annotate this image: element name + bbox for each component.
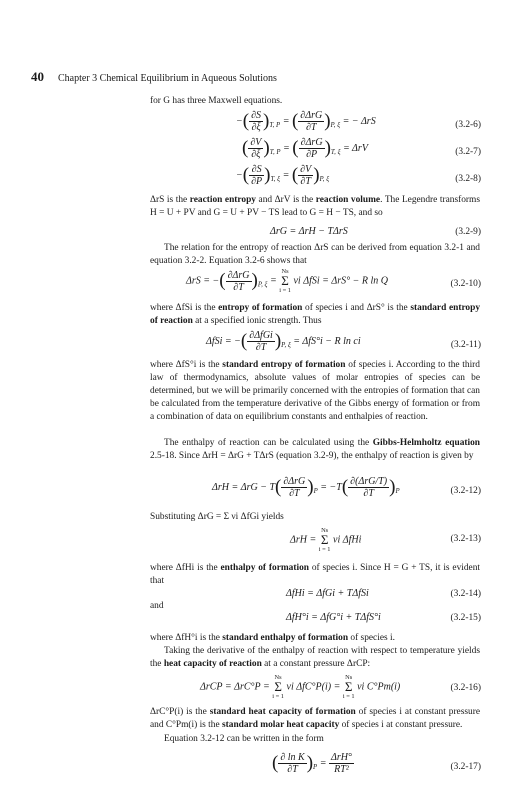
eq6-sub-left: T, P [269, 121, 281, 129]
equation-number-3-2-17: (3.2-17) [450, 762, 481, 772]
eq8-num-left: ∂S [251, 164, 262, 175]
paragraph-and: and [150, 601, 164, 611]
eq13-rhs: νi ΔfHi [333, 534, 362, 546]
eq17-rhs-den: RT² [329, 763, 354, 775]
eq11-rhs: = ΔfS°i − R ln ci [293, 335, 361, 347]
eq13-summation: Ns Σ i = 1 [318, 527, 331, 553]
eq7-sub-left: T, P [269, 148, 281, 156]
paragraph-heat-capacity: Taking the derivative of the enthalpy of reaction with respect to temperature yields the heat capacity of reaction at a constant pressure ΔrCP: [150, 646, 480, 670]
term-reaction-entropy: reaction entropy [189, 195, 256, 205]
eq8-num-right: ∂V [300, 164, 312, 175]
eq8-sub-right: P, ξ [319, 175, 330, 183]
term-enthalpy-of-formation: enthalpy of formation [220, 563, 309, 573]
eq8-sub-left: T, ξ [270, 175, 281, 183]
equation-number-3-2-7: (3.2-7) [455, 147, 481, 157]
equation-3-2-14: ΔfHi = ΔfGi + TΔfSi [286, 588, 369, 599]
eq10-sub: P, ξ [257, 281, 268, 289]
paragraph-entropy-relation: The relation for the entropy of reaction ΔrS can be derived from equation 3.2-1 and equation 3.2-2. Equation 3.2-6 shows that [150, 243, 480, 267]
eq11-sub: P, ξ [281, 341, 291, 349]
equation-3-2-13 [290, 527, 361, 553]
term-gibbs-helmholtz-equation: Gibbs-Helmholtz equation [372, 438, 481, 448]
equation-3-2-17: ( $\frac{\text{∂ ln K}}{\partial T}$ )$_P$ = $\frac{\text{ΔrH°}}{\text{RT²}}$ [272, 752, 352, 775]
equation-number-3-2-12: (3.2-12) [450, 486, 481, 496]
equation-3-2-15: ΔfH°i = ΔfG°i + TΔfS°i [286, 612, 381, 623]
term-standard-molar-heat-capacity: standard molar heat capacity [221, 720, 340, 731]
paragraph-enthalpy-formation: where ΔfHi is the enthalpy of formation of species i. Since H = G + TS, it is evident that [150, 563, 481, 587]
eq10-num: ∂ΔrG [227, 269, 250, 281]
eq11-den: ∂T [247, 341, 275, 353]
eq16-summation-1: Ns Σ i = 1 [272, 674, 284, 700]
eq17-rhs-num: ΔrH° [330, 752, 352, 763]
eq7-num-right: ∂ΔrG [300, 137, 323, 148]
eq8-den-right: ∂T [298, 175, 313, 187]
equation-number-3-2-8: (3.2-8) [455, 174, 481, 184]
term-heat-capacity-of-reaction: heat capacity of reaction [163, 659, 262, 670]
term-standard-entropy-of-formation: standard entropy of formation [222, 360, 346, 370]
equation-3-2-16 [200, 674, 400, 700]
eq6-rhs: = − ΔrS [342, 115, 376, 127]
eq12-mid: = −T [320, 481, 342, 493]
term-standard-heat-capacity-of-formation: standard heat capacity of formation [209, 707, 356, 717]
eq7-den-left: ∂ξ [248, 148, 263, 160]
eq16-rhs: νi C°Pm(i) [357, 681, 401, 693]
eq8-den-left: ∂P [251, 176, 263, 187]
equation-3-2-6: −( $\frac{\partial S}{\partial\xi}$ )$_{T, P}$ = ( $\frac{\text{∂ΔrG}}{\partial T}$ )$_{P, \xi}$ = − ΔrS [236, 110, 376, 133]
eq12-num: ∂ΔrG [283, 476, 306, 487]
paragraph-standard-entropy-formation: where ΔfS°i is the standard entropy of formation of species i. According to the third law of thermodynamics, absolute values of molar entropies of species can be determined, but we will be primarily concerned with the entropies of formation that can be calculated from the temperature derivative of the Gibbs energy of formation or from a combination of data on equilibrium constants and enthalpies of reaction. [150, 360, 480, 423]
equation-3-2-11: ΔfSi = −( $\frac{\text{∂ΔfGi}}{\partial T}$ )$_{P, \xi} = \Delta fS^\circ i - R$ ln ci [206, 330, 361, 353]
paragraph-standard-enthalpy-formation: where ΔfH°i is the standard enthalpy of formation of species i. [150, 633, 395, 643]
paragraph-reaction-entropy: ΔrS is the reaction entropy and ΔrV is the reaction volume. The Legendre transforms H = U + PV and G = U + PV − TS lead to G = H − TS, and so [150, 195, 480, 219]
eq6-sub-right: P, ξ [330, 121, 341, 129]
term-standard-enthalpy-of-formation: standard enthalpy of formation [222, 633, 349, 643]
page-header [31, 68, 277, 86]
eq10-lhs: ΔrS = − [186, 275, 220, 287]
equation-number-3-2-14: (3.2-14) [450, 589, 481, 599]
running-title: Chapter 3 Chemical Equilibrium in Aqueous Solutions [58, 73, 277, 84]
paragraph-maxwell-intro: for G has three Maxwell equations. [150, 96, 283, 106]
eq12-num2: ∂(ΔrG/T) [350, 476, 388, 487]
eq16-mid: νi ΔfC°P(i) = [286, 681, 341, 693]
eq11-num: ∂ΔfGi [249, 330, 273, 341]
eq6-den-right: ∂T [298, 121, 324, 133]
equation-number-3-2-13: (3.2-13) [450, 534, 481, 544]
eq12-den: ∂T [281, 487, 307, 499]
equation-3-2-7: ( $\frac{\partial V}{\partial\xi}$ )$_{T, P}$ = ( $\frac{\text{∂ΔrG}}{\partial P}$ )$_{T, \xi} = \Delta rV$ [242, 137, 368, 160]
eq10-den: ∂T [226, 281, 252, 293]
eq6-den-left: ∂ξ [249, 121, 263, 133]
paragraph-entropy-formation: where ΔfSi is the entropy of formation of species i and ΔrS° is the standard entropy of reaction at a specified ionic strength. Thus [150, 303, 481, 327]
paragraph-eq-3-2-12-form: Equation 3.2-12 can be written in the form [164, 734, 324, 744]
equation-number-3-2-15: (3.2-15) [450, 613, 481, 623]
eq12-den2: ∂T [348, 487, 389, 499]
eq17-sub: P [313, 763, 318, 771]
equation-number-3-2-10: (3.2-10) [450, 279, 481, 289]
paragraph-standard-heat-capacity: ΔrC°P(i) is the standard heat capacity of formation of species i at constant pressure and C°Pm(i) is the standard molar heat capacity of species i at constant pressure. [150, 707, 480, 731]
eq10-rhs: νi ΔfSi = ΔrS° − R ln Q [293, 275, 388, 287]
equation-number-3-2-11: (3.2-11) [450, 340, 481, 350]
term-reaction-volume: reaction volume [315, 195, 381, 205]
equation-3-2-12: ΔrH = ΔrG − T( $\frac{\text{∂ΔrG}}{\partial T}$ )$_P = -T$( $\frac{\text{∂(ΔrG/T)}}{\partial T}$ )$_P$ [212, 476, 400, 499]
eq17-den: ∂T [278, 763, 306, 775]
eq12-sub2: P [395, 487, 400, 495]
equation-number-3-2-9: (3.2-9) [455, 227, 481, 237]
eq17-num: ∂ ln K [280, 752, 305, 763]
eq11-lhs: ΔfSi = − [206, 335, 241, 347]
eq12-lhs: ΔrH = ΔrG − T [212, 481, 276, 493]
term-entropy-of-formation: entropy of formation [218, 303, 303, 313]
eq7-sub-right: T, ξ [330, 148, 341, 156]
eq13-lhs: ΔrH = [290, 534, 317, 546]
equation-3-2-9: ΔrG = ΔrH − TΔrS [270, 226, 348, 237]
eq7-rhs: = ΔrV [342, 142, 368, 154]
eq10-summation: Ns Σ i = 1 [279, 268, 291, 294]
term-standard-entropy-of-reaction: standard entropy of reaction [150, 303, 481, 327]
eq6-num-right: ∂ΔrG [300, 110, 323, 121]
page-number: 40 [31, 69, 44, 84]
eq7-num-left: ∂V [250, 137, 262, 148]
eq16-summation-2: Ns Σ i = 1 [342, 674, 355, 700]
equation-3-2-10: ΔrS = −( $\frac{\text{∂ΔrG}}{\partial T}$ )$_{P, \xi}$ = Ns Σ i = 1 νi ΔfSi = ΔrS° − R ln Q [186, 268, 388, 294]
eq7-den-right: ∂P [299, 148, 325, 160]
eq6-num-left: ∂S [251, 110, 262, 121]
paragraph-enthalpy-reaction: The enthalpy of reaction can be calculated using the Gibbs-Helmholtz equation 2.5-18. Since ΔrH = ΔrG + TΔrS (equation 3.2-9), the enthalpy of reaction is given by [150, 438, 481, 462]
equation-3-2-8: −( $\frac{\partial S}{\partial P}$ )$_{T, \xi}$ = ( $\frac{\partial V}{\partial T}$ )$_{P, \xi}$ [236, 164, 330, 187]
paragraph-substituting: Substituting ΔrG = Σ νi ΔfGi yields [150, 512, 284, 522]
eq12-sub: P [313, 487, 318, 495]
eq16-lhs: ΔrCP = ΔrC°P = [200, 681, 270, 693]
equation-number-3-2-16: (3.2-16) [450, 683, 481, 693]
equation-number-3-2-6: (3.2-6) [455, 120, 481, 130]
